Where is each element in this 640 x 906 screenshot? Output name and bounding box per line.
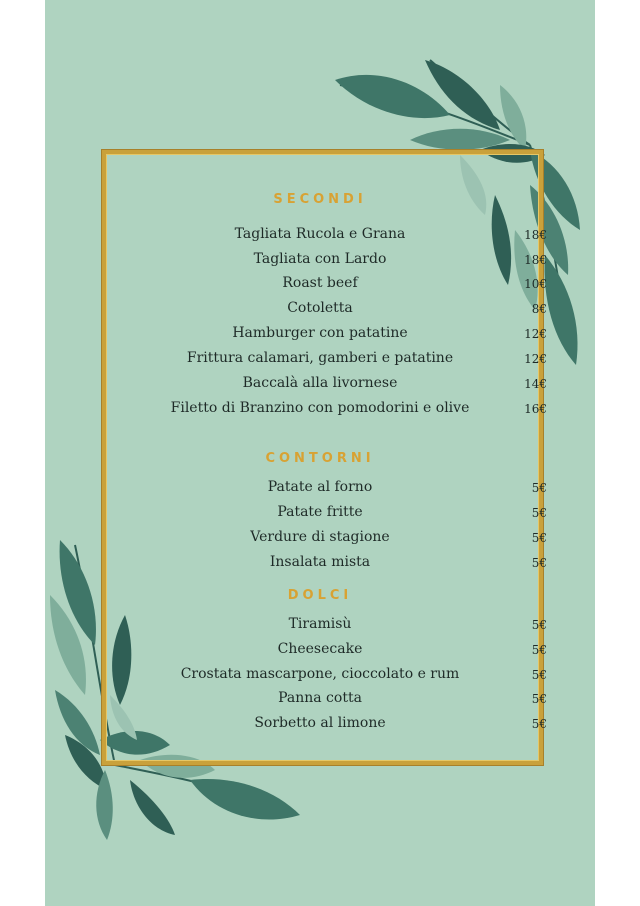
item-name: Tagliata Rucola e Grana xyxy=(234,226,406,242)
item-price: 5€ xyxy=(531,506,547,520)
item-price: 10€ xyxy=(524,277,547,291)
item-price: 5€ xyxy=(531,556,547,570)
item-price: 8€ xyxy=(531,302,547,316)
menu-item xyxy=(105,711,547,735)
item-price: 5€ xyxy=(531,481,547,495)
menu-item xyxy=(105,321,547,345)
item-price: 12€ xyxy=(524,327,547,341)
menu-item xyxy=(105,525,547,549)
section-title-dolci: DOLCI xyxy=(287,588,353,603)
item-name: Hamburger con patatine xyxy=(232,325,408,341)
item-name: Patate fritte xyxy=(277,504,363,520)
menu-item xyxy=(105,686,547,710)
menu-item xyxy=(105,637,547,661)
item-price: 12€ xyxy=(524,352,547,366)
item-name: Cotoletta xyxy=(287,300,353,316)
menu-card xyxy=(45,0,595,906)
item-price: 18€ xyxy=(524,253,547,267)
menu-item xyxy=(105,500,547,524)
item-name: Verdure di stagione xyxy=(250,529,390,545)
item-price: 5€ xyxy=(531,643,547,657)
item-price: 5€ xyxy=(531,668,547,682)
item-name: Panna cotta xyxy=(278,690,362,706)
menu-item xyxy=(105,346,547,370)
menu-item xyxy=(105,612,547,636)
menu-item xyxy=(105,222,547,246)
item-name: Cheesecake xyxy=(277,641,363,657)
menu-item xyxy=(105,475,547,499)
item-price: 5€ xyxy=(531,692,547,706)
item-name: Tagliata con Lardo xyxy=(253,251,387,267)
section-title-contorni: CONTORNI xyxy=(265,451,375,466)
menu-item xyxy=(105,296,547,320)
item-name: Insalata mista xyxy=(269,554,371,570)
menu-item xyxy=(105,371,547,395)
item-name: Roast beef xyxy=(282,275,358,291)
item-name: Filetto di Branzino con pomodorini e olive xyxy=(170,400,470,416)
menu-item xyxy=(105,550,547,574)
menu-item xyxy=(105,396,547,420)
item-price: 18€ xyxy=(524,228,547,242)
item-price: 5€ xyxy=(531,531,547,545)
menu-item xyxy=(105,271,547,295)
item-price: 5€ xyxy=(531,618,547,632)
menu-item xyxy=(105,662,547,686)
item-name: Frittura calamari, gamberi e patatine xyxy=(186,350,454,366)
item-price: 14€ xyxy=(524,377,547,391)
menu-item xyxy=(105,247,547,271)
item-name: Baccalà alla livornese xyxy=(242,375,398,391)
item-name: Tiramisù xyxy=(288,616,352,632)
item-name: Sorbetto al limone xyxy=(254,715,386,731)
item-price: 5€ xyxy=(531,717,547,731)
item-price: 16€ xyxy=(524,402,547,416)
section-title-secondi: SECONDI xyxy=(273,192,367,207)
item-name: Crostata mascarpone, cioccolato e rum xyxy=(180,666,460,682)
item-name: Patate al forno xyxy=(267,479,373,495)
